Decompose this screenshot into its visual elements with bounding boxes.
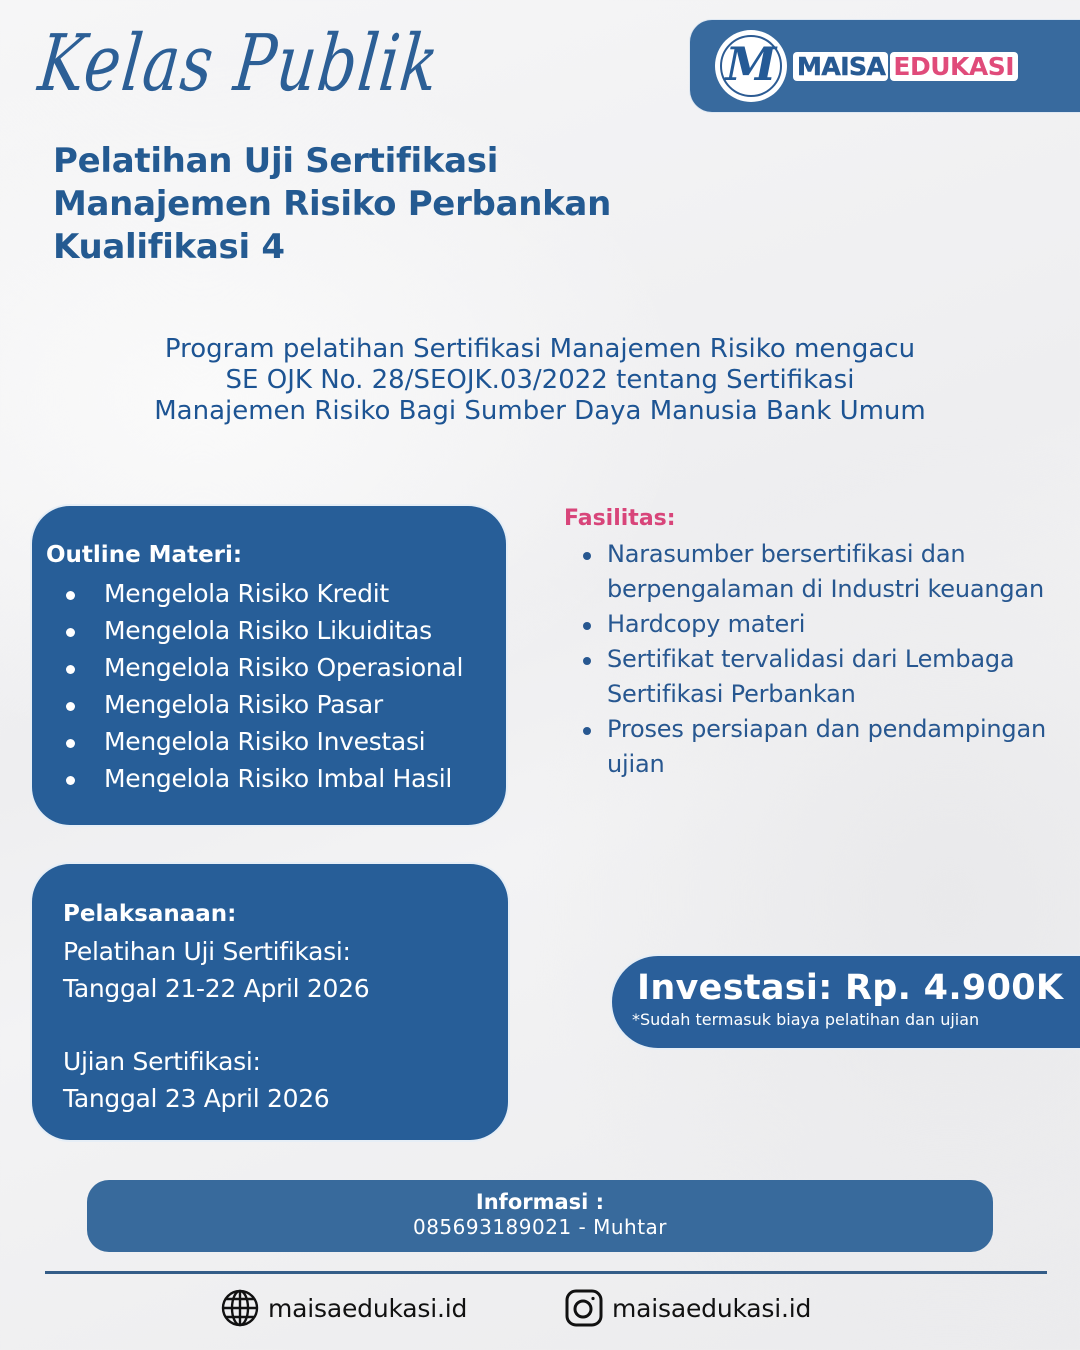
- contact-phone[interactable]: 085693189021 - Muhtar: [412, 1215, 668, 1239]
- facility-item: Proses persiapan dan pendampingan ujian: [582, 712, 1062, 782]
- investment-note: *Sudah termasuk biaya pelatihan dan ujian: [632, 1010, 980, 1029]
- instagram-link[interactable]: [564, 1288, 811, 1328]
- outline-item: Mengelola Risiko Likuiditas: [66, 612, 492, 649]
- title-line: Manajemen Risiko Perbankan: [53, 184, 611, 224]
- info-label: Informasi :: [475, 1190, 605, 1214]
- globe-icon: [220, 1288, 260, 1328]
- schedule-heading: Pelaksanaan:: [63, 901, 237, 927]
- description-line: Program pelatihan Sertifikasi Manajemen Risiko mengacu: [164, 334, 916, 364]
- website-text: maisaedukasi.id: [268, 1293, 468, 1323]
- instagram-icon: [564, 1288, 604, 1328]
- contact-info-bar: [87, 1180, 993, 1252]
- facility-item: Sertifikat tervalidasi dari Lembaga Sertifikasi Perbankan: [582, 642, 1062, 712]
- outline-card: [32, 506, 506, 825]
- brand-name-maisa: MAISA: [793, 52, 888, 81]
- program-description: [60, 334, 1020, 427]
- brand-name-edukasi: EDUKASI: [890, 52, 1018, 81]
- facility-item: Hardcopy materi: [582, 607, 1062, 642]
- outline-heading: Outline Materi:: [46, 542, 243, 568]
- title-line: Pelatihan Uji Sertifikasi: [53, 141, 499, 181]
- facilities-list: [582, 537, 1062, 782]
- outline-item: Mengelola Risiko Pasar: [66, 686, 492, 723]
- training-label: Pelatihan Uji Sertifikasi:: [63, 937, 351, 966]
- instagram-text: maisaedukasi.id: [612, 1293, 812, 1323]
- investment-price: Investasi: Rp. 4.900K: [637, 968, 1064, 1008]
- outline-item: Mengelola Risiko Operasional: [66, 649, 492, 686]
- footer-divider: [45, 1271, 1047, 1274]
- outline-item: Mengelola Risiko Kredit: [66, 575, 492, 612]
- brand-logo-icon: [715, 30, 787, 102]
- exam-label: Ujian Sertifikasi:: [63, 1047, 261, 1076]
- outline-item: Mengelola Risiko Imbal Hasil: [66, 760, 492, 797]
- training-date: Tanggal 21-22 April 2026: [63, 974, 370, 1003]
- schedule-card: [32, 864, 508, 1140]
- title-line: Kualifikasi 4: [53, 227, 285, 267]
- description-line: Manajemen Risiko Bagi Sumber Daya Manusia Bank Umum: [154, 396, 926, 426]
- brand-name: [793, 52, 1018, 81]
- outline-list: [46, 575, 492, 797]
- outline-item: Mengelola Risiko Investasi: [66, 723, 492, 760]
- exam-date: Tanggal 23 April 2026: [63, 1084, 330, 1113]
- logo-letter: M: [725, 37, 777, 91]
- facilities-heading: Fasilitas:: [564, 506, 676, 531]
- spacer: [63, 1007, 508, 1043]
- brand-logo-banner: [690, 20, 1080, 112]
- script-title: Kelas Publik: [34, 19, 445, 109]
- website-link[interactable]: [220, 1288, 467, 1328]
- investment-badge: [612, 956, 1080, 1048]
- facility-item: Narasumber bersertifikasi dan berpengalaman di Industri keuangan: [582, 537, 1062, 607]
- page-title: [53, 140, 693, 269]
- description-line: SE OJK No. 28/SEOJK.03/2022 tentang Sertifikasi: [225, 365, 855, 395]
